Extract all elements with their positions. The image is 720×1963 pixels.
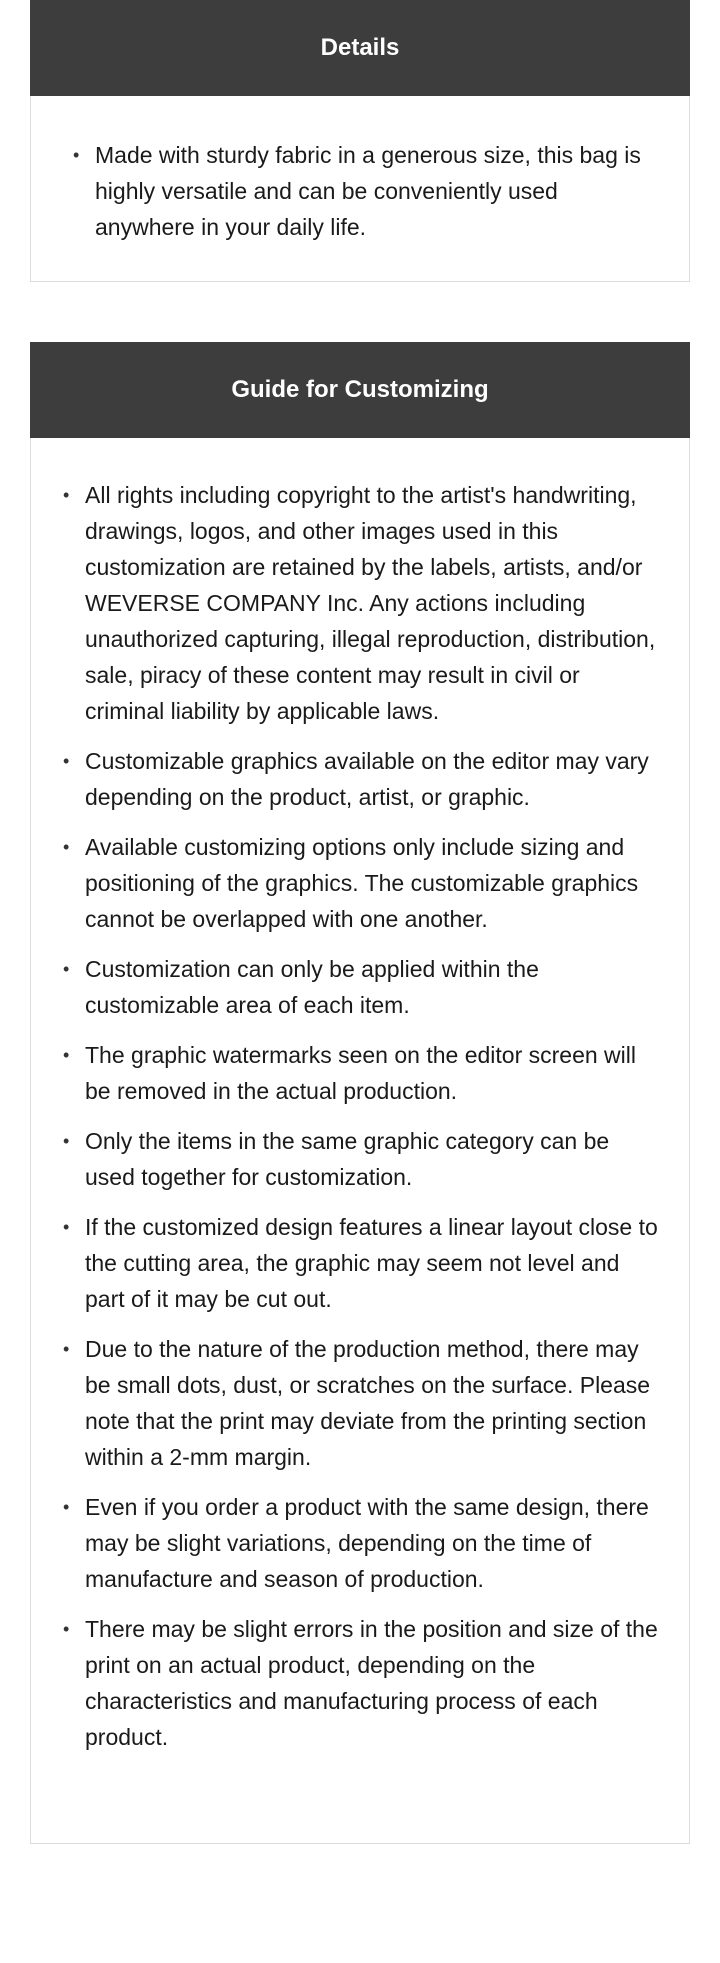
guide-item	[63, 1331, 659, 1475]
bullet-dot-icon: •	[63, 1131, 70, 1151]
bullet-dot-icon: •	[63, 1619, 70, 1639]
bullet-dot-icon: •	[63, 485, 70, 505]
details-section	[30, 0, 690, 282]
details-list	[31, 96, 689, 245]
guide-item	[63, 477, 659, 729]
guide-item-text: Customizable graphics available on the editor may vary depending on the product, artist, or graphic.	[85, 748, 649, 810]
guide-item	[63, 829, 659, 937]
guide-item	[63, 1611, 659, 1755]
guide-item-text: The graphic watermarks seen on the editor screen will be removed in the actual production.	[85, 1042, 636, 1104]
guide-item-text: There may be slight errors in the position and size of the print on an actual product, depending on the characteristics and manufacturing process of each product.	[85, 1616, 658, 1750]
guide-item	[63, 1489, 659, 1597]
bullet-dot-icon: •	[63, 1217, 70, 1237]
guide-item	[63, 1209, 659, 1317]
guide-item	[63, 951, 659, 1023]
guide-item	[63, 743, 659, 815]
guide-header	[30, 342, 690, 438]
bullet-dot-icon: •	[63, 959, 70, 979]
guide-item-text: Even if you order a product with the same design, there may be slight variations, depending on the time of manufacture and season of production.	[85, 1494, 649, 1592]
bullet-dot-icon: •	[63, 1497, 70, 1517]
guide-item	[63, 1037, 659, 1109]
details-header	[30, 0, 690, 96]
guide-list	[31, 438, 689, 1755]
details-title: Details	[320, 34, 400, 61]
guide-item-text: Due to the nature of the production method, there may be small dots, dust, or scratches on the surface. Please note that the print may deviate from the printing section within a 2-mm margin.	[85, 1336, 651, 1470]
guide-section	[30, 342, 690, 1844]
guide-item-text: Customization can only be applied within the customizable area of each item.	[85, 956, 539, 1018]
guide-title: Guide for Customizing	[231, 376, 489, 403]
guide-item-text: Available customizing options only include sizing and positioning of the graphics. The customizable graphics cannot be overlapped with one another.	[85, 834, 639, 932]
guide-item-text: All rights including copyright to the artist's handwriting, drawings, logos, and other images used in this customization are retained by the labels, artists, and/or WEVERSE COMPANY Inc. Any actions including unauthorized capturing, illegal reproduction, distribution, sale, piracy of these content may result in civil or criminal liability by applicable laws.	[85, 482, 656, 724]
guide-item-text: Only the items in the same graphic category can be used together for customization.	[85, 1128, 610, 1190]
guide-item-text: If the customized design features a linear layout close to the cutting area, the graphic may seem not level and part of it may be cut out.	[85, 1214, 658, 1312]
bullet-dot-icon: •	[63, 751, 70, 771]
bullet-dot-icon: •	[63, 1045, 70, 1065]
bullet-dot-icon: •	[63, 1339, 70, 1359]
bullet-dot-icon: •	[73, 145, 80, 165]
guide-item	[63, 1123, 659, 1195]
bullet-dot-icon: •	[63, 837, 70, 857]
details-item-text: Made with sturdy fabric in a generous size, this bag is highly versatile and can be conveniently used anywhere in your daily life.	[95, 142, 641, 240]
details-item	[73, 137, 649, 245]
